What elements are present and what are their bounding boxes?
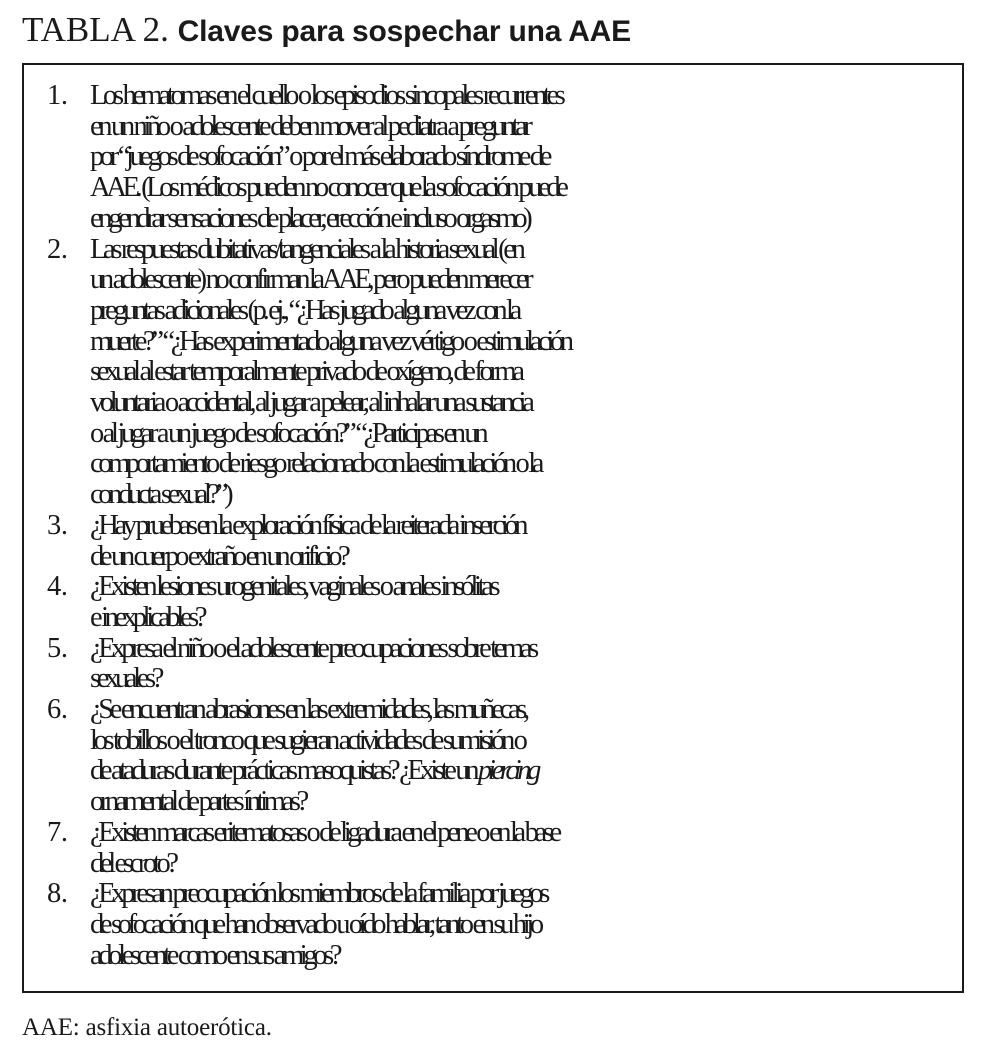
list-item <box>24 81 962 235</box>
list-item-line: engendrar sensaciones de placer, erección e incluso orgasmo) <box>90 202 529 234</box>
table-heading: Claves para sospechar una AAE <box>177 15 631 48</box>
list-item-line: ¿Hay pruebas en la exploración física de la reiterada inserción <box>90 509 525 541</box>
list-item-number: 7. <box>47 816 68 848</box>
list-item-line: Las respuestas dubitativas/tangenciales a la historia sexual (en <box>90 233 522 265</box>
clue-list <box>24 65 962 971</box>
list-item-line: comportamiento de riesgo relacionado con la estimulación o la <box>90 448 541 480</box>
list-item-line: ¿Existen marcas eritematosas o de ligadura en el pene o en la base <box>90 816 558 848</box>
list-item-line-text: de ataduras durante prácticas masoquistas? ¿Existe un <box>90 755 478 787</box>
list-item-number: 4. <box>47 571 68 603</box>
list-item-line: en un niño o adolescente deben mover al pediatra a preguntar <box>90 110 529 142</box>
list-item-line: conducta sexual?”) <box>90 479 230 511</box>
table-title <box>22 6 631 56</box>
list-item <box>24 879 962 971</box>
list-item-line: muerte?” “¿Has experimentado alguna vez vértigo o estimulación <box>90 325 570 357</box>
list-item <box>24 511 962 572</box>
list-item-line: un adolescente) no confirman la AAE, pero pueden merecer <box>90 264 530 296</box>
list-item-line <box>90 756 962 787</box>
list-item-line: voluntaria o accidental, al jugar a pelear, al inhalar una sustancia <box>90 387 531 419</box>
list-item <box>24 818 962 879</box>
list-item-line: de sofocación que han observado u oído hablar, tanto en su hijo <box>90 908 540 940</box>
list-item-line: adolescente como en sus amigos? <box>90 939 339 971</box>
list-item-line: e inexplicables? <box>90 601 204 633</box>
list-item-line: ¿Existen lesiones urogenitales, vaginales o anales insólitas <box>90 571 497 603</box>
list-item <box>24 572 962 633</box>
list-item-line: ¿Expresa el niño o el adolescente preocupaciones sobre temas <box>90 632 535 664</box>
list-item-number: 5. <box>47 632 68 664</box>
footnote: AAE: asfixia autoerótica. <box>22 1014 272 1041</box>
italic-term: piercing <box>477 755 538 787</box>
list-item-number: 6. <box>47 694 68 726</box>
list-item-number: 8. <box>47 878 68 910</box>
list-item-line: Los hematomas en el cuello o los episodios sincopales recurrentes <box>90 80 562 111</box>
list-item-line: ¿Se encuentran abrasiones en las extremidades, las muñecas, <box>90 694 526 726</box>
list-item-number: 3. <box>47 509 68 541</box>
list-item-number: 2. <box>47 233 68 265</box>
list-item <box>24 695 962 818</box>
list-item-line: de un cuerpo extraño en un orificio? <box>90 540 347 572</box>
clues-box <box>22 63 964 993</box>
list-item-line: AAE. (Los médicos pueden no conocer que la sofocación puede <box>90 172 565 204</box>
list-item-line: los tobillos o el tronco que sugieran actividades de sumisión o <box>90 724 524 756</box>
list-item-line: por “juegos de sofocación” o por el más elaborado síndrome de <box>90 141 548 173</box>
list-item-line: ¿Expresan preocupación los miembros de la familia por juegos <box>90 878 547 910</box>
list-item-line: ornamental de partes íntimas? <box>90 786 305 818</box>
list-item-number: 1. <box>47 80 68 111</box>
list-item <box>24 634 962 695</box>
table-number-label: TABLA 2. <box>22 10 169 49</box>
list-item-line: del escroto? <box>90 847 175 879</box>
list-item-line: sexuales? <box>90 663 161 695</box>
list-item-line: o al jugar a un juego de sofocación?” “¿Participas en un <box>90 417 485 449</box>
list-item-line: sexual al estar temporalmente privado de oxígeno, de forma <box>90 356 521 388</box>
list-item <box>24 235 962 511</box>
list-item-line: preguntas adicionales (p. ej., “¿Has jugado alguna vez con la <box>90 294 518 326</box>
